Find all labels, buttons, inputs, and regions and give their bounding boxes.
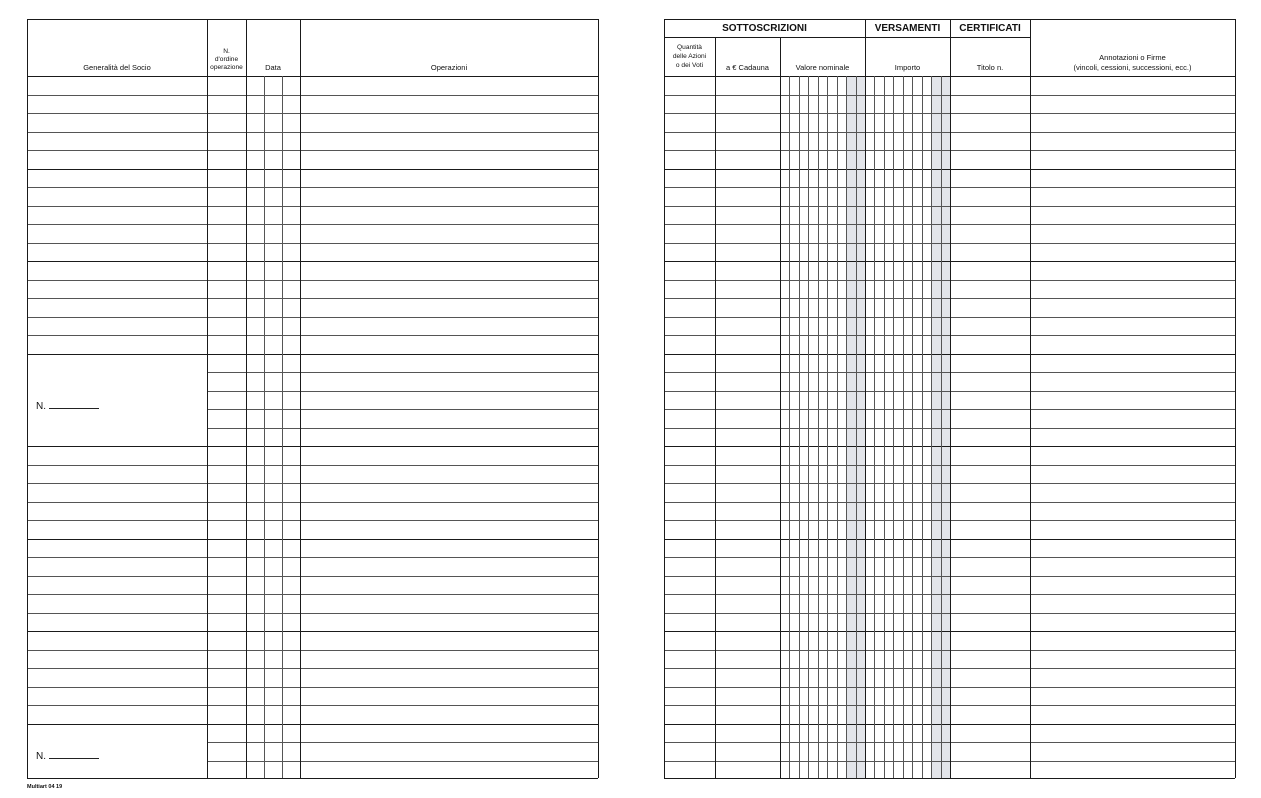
rule-column (865, 19, 866, 778)
header-data: Data (265, 63, 281, 72)
rule-row (27, 668, 598, 669)
rule-heavy (27, 354, 598, 355)
rule-column (780, 37, 781, 778)
footer-code: Multiart 04 19 (27, 784, 63, 790)
rule-row (27, 705, 598, 706)
rule-subcolumn (912, 76, 913, 778)
rule-row (27, 298, 598, 299)
rule-column (300, 19, 301, 778)
header-cadauna: a € Cadauna (726, 63, 769, 72)
rule-subcolumn (799, 76, 800, 778)
group-versamenti: VERSAMENTI (874, 23, 941, 34)
rule-heavy (27, 19, 598, 20)
member-number-2 (36, 749, 99, 763)
rule-row (27, 576, 598, 577)
member-number-line (49, 399, 99, 409)
rule-row (27, 243, 598, 244)
member-number-label: N. (36, 401, 46, 412)
rule-subcolumn (282, 76, 283, 778)
group-sottoscrizioni: SOTTOSCRIZIONI (722, 23, 807, 34)
rule-row (27, 650, 598, 651)
rule-subcolumn (789, 76, 790, 778)
rule-row (27, 335, 598, 336)
rule-subcolumn (884, 76, 885, 778)
rule-row (27, 317, 598, 318)
rule-row (27, 95, 598, 96)
rule-heavy (27, 778, 598, 779)
rule-row (27, 280, 598, 281)
rule-heavy (27, 261, 598, 262)
header-importo: Importo (894, 63, 921, 72)
member-number-label: N. (36, 751, 46, 762)
group-certificati: CERTIFICATI (959, 23, 1021, 34)
header-quantita-line-1: Quantità (677, 44, 702, 51)
rule-column (246, 19, 247, 778)
rule-heavy (664, 778, 1235, 779)
rule-heavy (27, 76, 598, 77)
rule-row (27, 483, 598, 484)
rule-row (207, 761, 598, 762)
rule-heavy (27, 539, 598, 540)
header-operazioni: Operazioni (430, 63, 468, 72)
rule-subcolumn (874, 76, 875, 778)
header-valore-nominale: Valore nominale (795, 63, 850, 72)
rule-row (27, 687, 598, 688)
rule-subcolumn (837, 76, 838, 778)
rule-subcolumn (264, 76, 265, 778)
header-quantita-line-3: o dei Voti (675, 62, 704, 69)
rule-column (715, 37, 716, 778)
rule-row (27, 150, 598, 151)
rule-row (27, 224, 598, 225)
rule-column (664, 19, 665, 778)
rule-subcolumn (856, 76, 857, 778)
header-annotazioni-line-2: (vincoli, cessioni, successioni, ecc.) (1073, 63, 1192, 72)
rule-row (27, 520, 598, 521)
rule-row (27, 187, 598, 188)
rule-column (27, 19, 28, 778)
rule-column (950, 19, 951, 778)
rule-column (207, 19, 208, 778)
rule-subcolumn (931, 76, 932, 778)
rule-column (598, 19, 599, 778)
rule-subcolumn (893, 76, 894, 778)
rule-subcolumn (827, 76, 828, 778)
rule-row (207, 428, 598, 429)
header-titolo: Titolo n. (976, 63, 1004, 72)
rule-subcolumn (922, 76, 923, 778)
rule-row (27, 132, 598, 133)
rule-row (27, 502, 598, 503)
rule-subcolumn (903, 76, 904, 778)
rule-row (27, 206, 598, 207)
rule-subcolumn (941, 76, 942, 778)
rule-row (27, 594, 598, 595)
header-ordine-line-3: operazione (210, 64, 243, 71)
header-ordine-line-1: N. (223, 48, 230, 55)
rule-row (207, 742, 598, 743)
rule-row (27, 465, 598, 466)
rule-row (207, 409, 598, 410)
rule-subcolumn (818, 76, 819, 778)
rule-column (1235, 19, 1236, 778)
rule-row (207, 372, 598, 373)
member-number-line (49, 749, 99, 759)
rule-heavy (27, 724, 598, 725)
rule-subcolumn (808, 76, 809, 778)
rule-subcolumn (846, 76, 847, 778)
header-annotazioni-line-1: Annotazioni o Firme (1099, 53, 1166, 62)
rule-row (207, 391, 598, 392)
rule-heavy (664, 37, 1030, 38)
rule-row (27, 613, 598, 614)
rule-heavy (27, 446, 598, 447)
header-generalita-socio: Generalità del Socio (83, 63, 151, 72)
rule-row (27, 113, 598, 114)
rule-row (27, 557, 598, 558)
rule-column (1030, 19, 1031, 778)
rule-heavy (27, 169, 598, 170)
rule-heavy (27, 631, 598, 632)
header-quantita-line-2: delle Azioni (672, 53, 707, 60)
member-number-1 (36, 399, 99, 413)
header-ordine-line-2: d'ordine (214, 56, 239, 63)
